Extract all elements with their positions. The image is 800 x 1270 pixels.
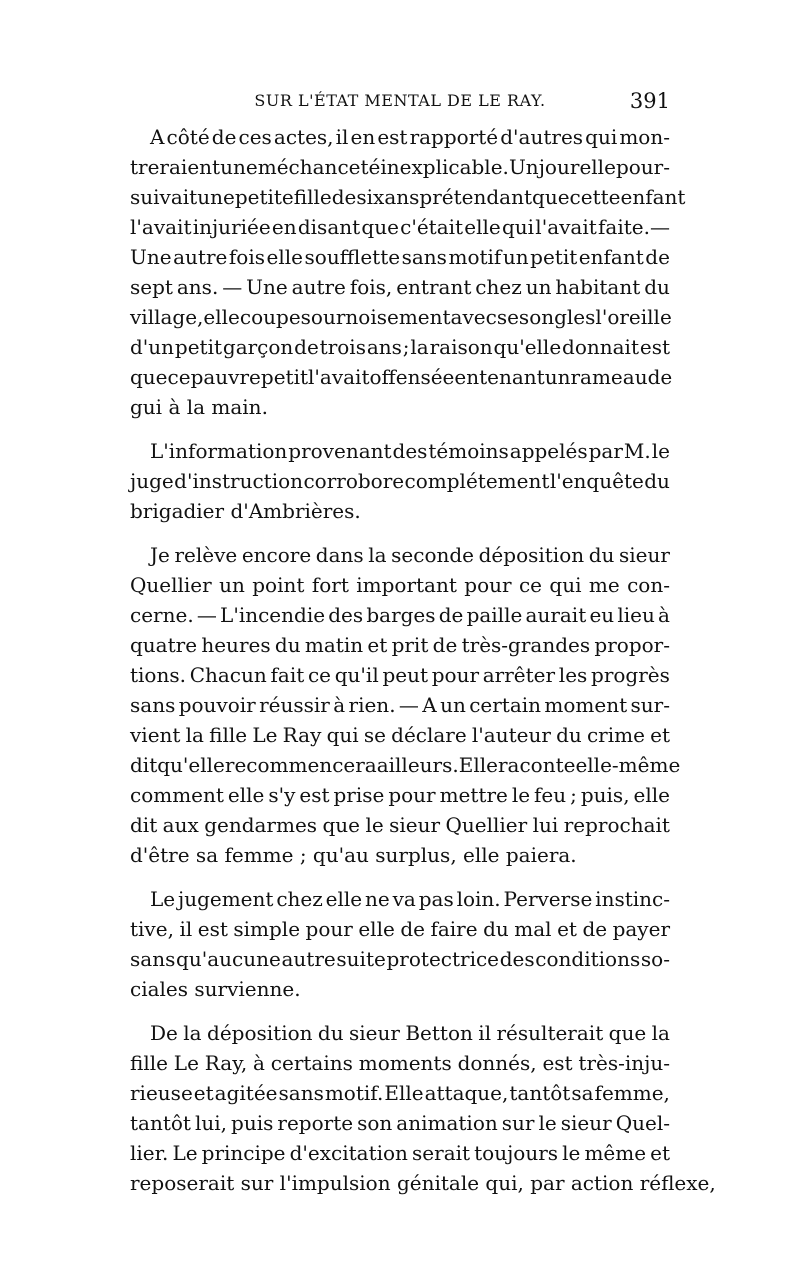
paragraph	[130, 122, 686, 422]
text-line: sans pouvoir réussir à rien. — A un certain moment sur-	[130, 693, 670, 717]
text-line: vient la fille Le Ray qui se déclare l'auteur du crime et	[130, 723, 670, 747]
text-line: Une autre fois elle soufflette sans motif un petit enfant de	[130, 245, 670, 269]
text-line: rieuse et agitée sans motif. Elle attaque, tantôt sa femme,	[130, 1081, 670, 1105]
text-line: cerne. — L'incendie des barges de paille aurait eu lieu à	[130, 603, 670, 627]
text-line: fille Le Ray, à certains moments donnés, est très-inju-	[130, 1051, 670, 1075]
text-line: village, elle coupe sournoisement avec ses ongles l'oreille	[130, 305, 672, 329]
text-line: suivait une petite fille de six ans prétendant que cette enfant	[130, 185, 686, 209]
text-line: quatre heures du matin et prit de très-grandes propor-	[130, 633, 670, 657]
text-line: L'information provenant des témoins appelés par M. le	[150, 439, 670, 463]
paragraph	[130, 436, 670, 526]
body-text	[130, 122, 716, 1212]
text-line: tions. Chacun fait ce qu'il peut pour arrêter les progrès	[130, 663, 670, 687]
text-line: tantôt lui, puis reporte son animation sur le sieur Quel-	[130, 1111, 670, 1135]
text-line: brigadier d'Ambrières.	[130, 499, 361, 523]
text-line: ciales survienne.	[130, 977, 301, 1001]
text-line: l'avait injuriée en disant que c'était elle qui l'avait faite.—	[130, 215, 670, 239]
text-line: juge d'instruction corrobore complétement l'enquête du	[130, 469, 670, 493]
paragraph	[130, 884, 670, 1004]
text-line: d'être sa femme ; qu'au surplus, elle paiera.	[130, 843, 577, 867]
text-line: treraient une méchanceté inexplicable. Un jour elle pour-	[130, 155, 670, 179]
text-line: De la déposition du sieur Betton il résulterait que la	[150, 1021, 670, 1045]
page-header	[130, 91, 670, 117]
text-line: gui à la main.	[130, 395, 268, 419]
paragraph	[130, 540, 681, 870]
paragraph	[130, 1018, 716, 1198]
text-line: d'un petit garçon de trois ans ; la raison qu'elle donnait est	[130, 335, 670, 359]
text-line: Quellier un point fort important pour ce qui me con-	[130, 573, 670, 597]
text-line: comment elle s'y est prise pour mettre le feu ; puis, elle	[130, 783, 670, 807]
text-line: tive, il est simple pour elle de faire du mal et de payer	[130, 917, 670, 941]
text-line: reposerait sur l'impulsion génitale qui, par action réflexe,	[130, 1171, 716, 1195]
text-line: Le jugement chez elle ne va pas loin. Perverse instinc-	[150, 887, 670, 911]
text-line: sans qu'aucune autre suite protectrice des conditions so-	[130, 947, 670, 971]
text-line: Je relève encore dans la seconde déposition du sieur	[150, 543, 670, 567]
running-head: SUR L'ÉTAT MENTAL DE LE RAY.	[254, 91, 546, 110]
page-number: 391	[629, 89, 670, 113]
text-line: sept ans. — Une autre fois, entrant chez un habitant du	[130, 275, 670, 299]
text-line: dit aux gendarmes que le sieur Quellier lui reprochait	[130, 813, 670, 837]
text-line: A côté de ces actes, il en est rapporté d'autres qui mon-	[150, 125, 670, 149]
text-line: que ce pauvre petit l'avait offensée en tenant un rameau de	[130, 365, 673, 389]
text-line: dit qu'elle recommencera ailleurs. Elle raconte elle-même	[130, 753, 681, 777]
text-line: lier. Le principe d'excitation serait toujours le même et	[130, 1141, 670, 1165]
